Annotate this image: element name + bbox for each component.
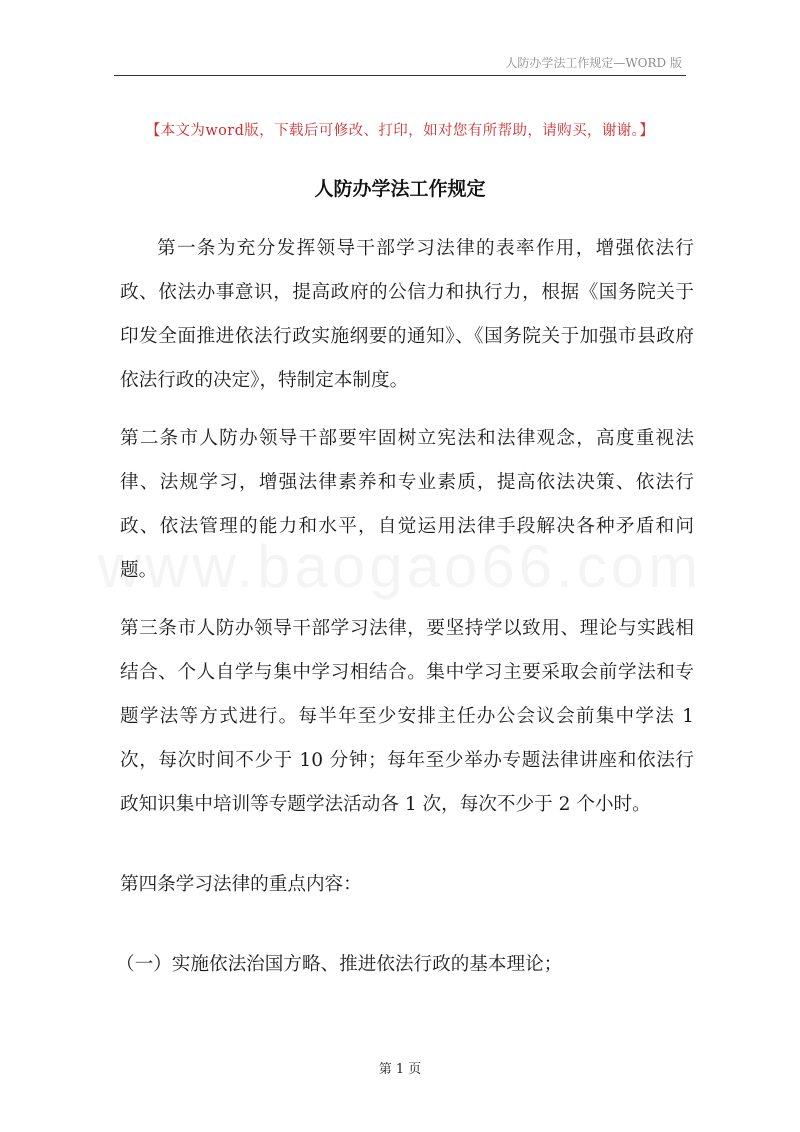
running-header: 人防办学法工作规定—WORD 版 [505, 56, 682, 70]
purchase-notice: 【本文为word版，下载后可修改、打印，如对您有所帮助，请购买，谢谢。】 [145, 123, 655, 139]
page-number: 第 1 页 [378, 1062, 422, 1077]
header-divider [114, 75, 686, 76]
article-2-paragraph: 第二条市人防办领导干部要牢固树立宪法和法律观念，高度重视法律、法规学习，增强法律素养和专业素质，提高依法决策、依法行政、依法管理的能力和水平，自觉运用法律手段解决各种矛盾和问题。 [120, 428, 694, 581]
article-1-paragraph: 第一条为充分发挥领导干部学习法律的表率作用，增强依法行政、依法办事意识，提高政府的公信力和执行力，根据《国务院关于印发全面推进依法行政实施纲要的通知》、《国务院关于加强市县政府依法行政的决定》，特制定本制度。 [120, 238, 694, 391]
document-title: 人防办学法工作规定 [314, 178, 486, 200]
article-4-item-1: （一）实施依法治国方略、推进依法行政的基本理论； [116, 954, 563, 975]
article-3-paragraph: 第三条市人防办领导干部学习法律，要坚持学以致用、理论与实践相结合、个人自学与集中学习相结合。集中学习主要采取会前学法和专题学法等方式进行。每半年至少安排主任办公会议会前集中学法 1 次，每次时间不少于 10 分钟；每年至少举办专题法律讲座和依法行政知识集中培训等专题学法活动各 1 次，每次不少于 2 个小时。 [120, 618, 694, 815]
article-4-heading: 第四条学习法律的重点内容： [120, 874, 362, 895]
